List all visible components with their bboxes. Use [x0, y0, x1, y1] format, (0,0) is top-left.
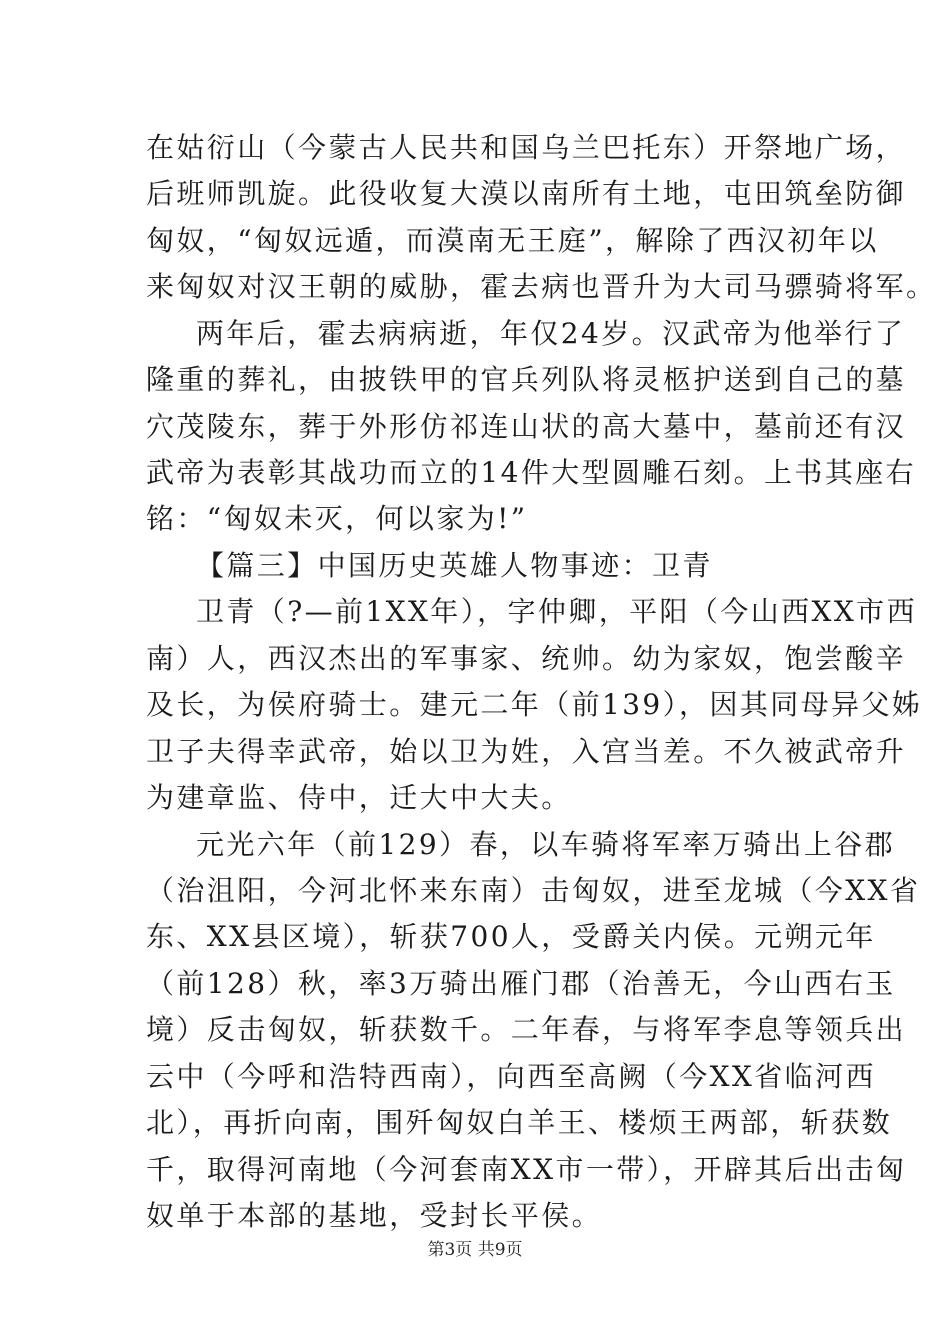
section-heading: 【篇三】中国历史英雄人物事迹：卫青: [196, 549, 713, 582]
text-line: 来匈奴对汉王朝的威胁，霍去病也晋升为大司马骠骑将军。: [146, 270, 937, 303]
text-line: 武帝为表彰其战功而立的14件大型圆雕石刻。上书其座右: [146, 456, 917, 489]
text-line: 穴茂陵东，葬于外形仿祁连山状的高大墓中，墓前还有汉: [146, 410, 907, 443]
text-line: 奴单于本部的基地，受封长平侯。: [146, 1199, 603, 1232]
text-line: 卫青（?—前1XX年），字仲卿，平阳（今山西XX市西: [196, 595, 917, 628]
text-line: 铭：“匈奴未灭，何以家为!”: [146, 502, 528, 535]
text-line: 境）反击匈奴，斩获数千。二年春，与将军李息等领兵出: [146, 1013, 907, 1046]
text-line: 元光六年（前129）春，以车骑将军率万骑出上谷郡: [196, 828, 896, 861]
text-line: 卫子夫得幸武帝，始以卫为姓，入宫当差。不久被武帝升: [146, 735, 907, 768]
text-line: 匈奴，“匈奴远遁，而漠南无王庭”，解除了西汉初年以: [146, 224, 879, 257]
page-number: 第3页 共9页: [427, 1240, 523, 1260]
text-line: 后班师凯旋。此役收复大漠以南所有土地，屯田筑垒防御: [146, 177, 907, 210]
text-line: 千，取得河南地（今河套南XX市一带），开辟其后出击匈: [146, 1153, 907, 1186]
text-line: 为建章监、侍中，迁大中大夫。: [146, 781, 572, 814]
text-line: 隆重的葬礼，由披铁甲的官兵列队将灵柩护送到自己的墓: [146, 363, 907, 396]
text-line: 两年后，霍去病病逝，年仅24岁。汉武帝为他举行了: [196, 317, 906, 350]
text-line: 北），再折向南，围歼匈奴白羊王、楼烦王两部，斩获数: [146, 1106, 893, 1139]
text-line: 东、XX县区境），斩获700人，受爵关内侯。元朔元年: [146, 920, 876, 953]
text-line: 南）人，西汉杰出的军事家、统帅。幼为家奴，饱尝酸辛: [146, 642, 907, 675]
text-line: （治沮阳，今河北怀来东南）击匈奴，进至龙城（今XX省: [146, 874, 921, 907]
text-line: 云中（今呼和浩特西南），向西至高阙（今XX省临河西: [146, 1060, 876, 1093]
text-line: （前128）秋，率3万骑出雁门郡（治善无，今山西右玉: [146, 967, 896, 1000]
text-line: 在姑衍山（今蒙古人民共和国乌兰巴托东）开祭地广场，: [146, 131, 907, 164]
text-line: 及长，为侯府骑士。建元二年（前139），因其同母异父姊: [146, 688, 923, 721]
